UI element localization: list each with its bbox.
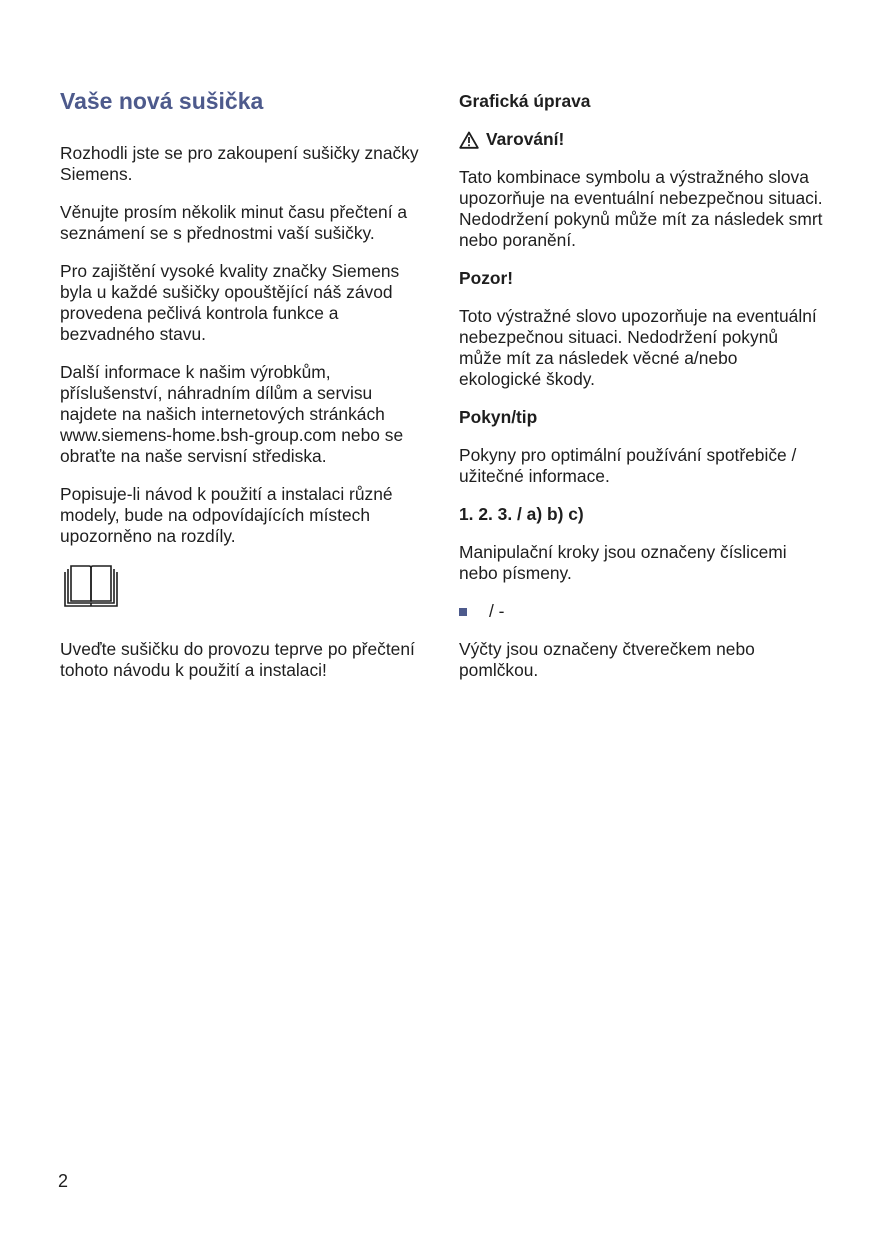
graphics-heading: Grafická úprava xyxy=(459,91,591,111)
caution-text: Toto výstražné slovo upozorňuje na eventuální nebezpečnou situaci. Nedodržení pokynů může mít za následek věcné a/nebo ekologické škody. xyxy=(459,306,817,389)
minutes-paragraph: Věnujte prosím několik minut času přečtení a seznámení se s přednostmi vaší sušičky. xyxy=(60,202,408,243)
caution-heading: Pozor! xyxy=(459,268,514,288)
bullet-symbol-text: / - xyxy=(489,601,505,621)
bullets-text: Výčty jsou označeny čtverečkem nebo pomlčkou. xyxy=(459,639,755,680)
info-paragraph: Další informace k našim výrobkům, příslušenství, náhradním dílům a servisu najdete na našich internetových stránkách www.siemens-home.bsh-group.com nebo se obraťte na naše servisní střediska. xyxy=(60,362,404,466)
warning-triangle-icon xyxy=(459,131,479,149)
warning-text: Tato kombinace symbolu a výstražného slova upozorňuje na eventuální nebezpečnou situaci. Nedodržení pokynů může mít za následek smrt nebo poranění. xyxy=(459,167,823,250)
book-icon xyxy=(62,564,425,609)
quality-paragraph: Pro zajištění vysoké kvality značky Siemens byla u každé sušičky opouštějící náš závod provedena pečlivá kontrola funkce a bezvadného stavu. xyxy=(60,261,400,344)
warning-heading-row xyxy=(459,129,824,150)
section-title: Vaše nová sušička xyxy=(60,88,264,114)
warning-heading: Varování! xyxy=(486,129,565,149)
start-paragraph: Uveďte sušičku do provozu teprve po přečtení tohoto návodu k použití a instalaci! xyxy=(60,639,415,680)
steps-text: Manipulační kroky jsou označeny číslicemi nebo písmeny. xyxy=(459,542,787,583)
bullet-square-icon xyxy=(459,608,467,616)
models-paragraph: Popisuje-li návod k použití a instalaci různé modely, bude na odpovídajících místech upozorněno na rozdíly. xyxy=(60,484,393,546)
tip-text: Pokyny pro optimální používání spotřebiče / užitečné informace. xyxy=(459,445,797,486)
tip-heading: Pokyn/tip xyxy=(459,407,538,427)
intro-paragraph: Rozhodli jste se pro zakoupení sušičky značky Siemens. xyxy=(60,143,419,184)
bullet-symbol-line xyxy=(459,601,824,622)
right-column xyxy=(459,86,824,698)
left-column xyxy=(60,86,425,698)
steps-heading: 1. 2. 3. / a) b) c) xyxy=(459,504,584,524)
page-number: 2 xyxy=(58,1171,69,1191)
